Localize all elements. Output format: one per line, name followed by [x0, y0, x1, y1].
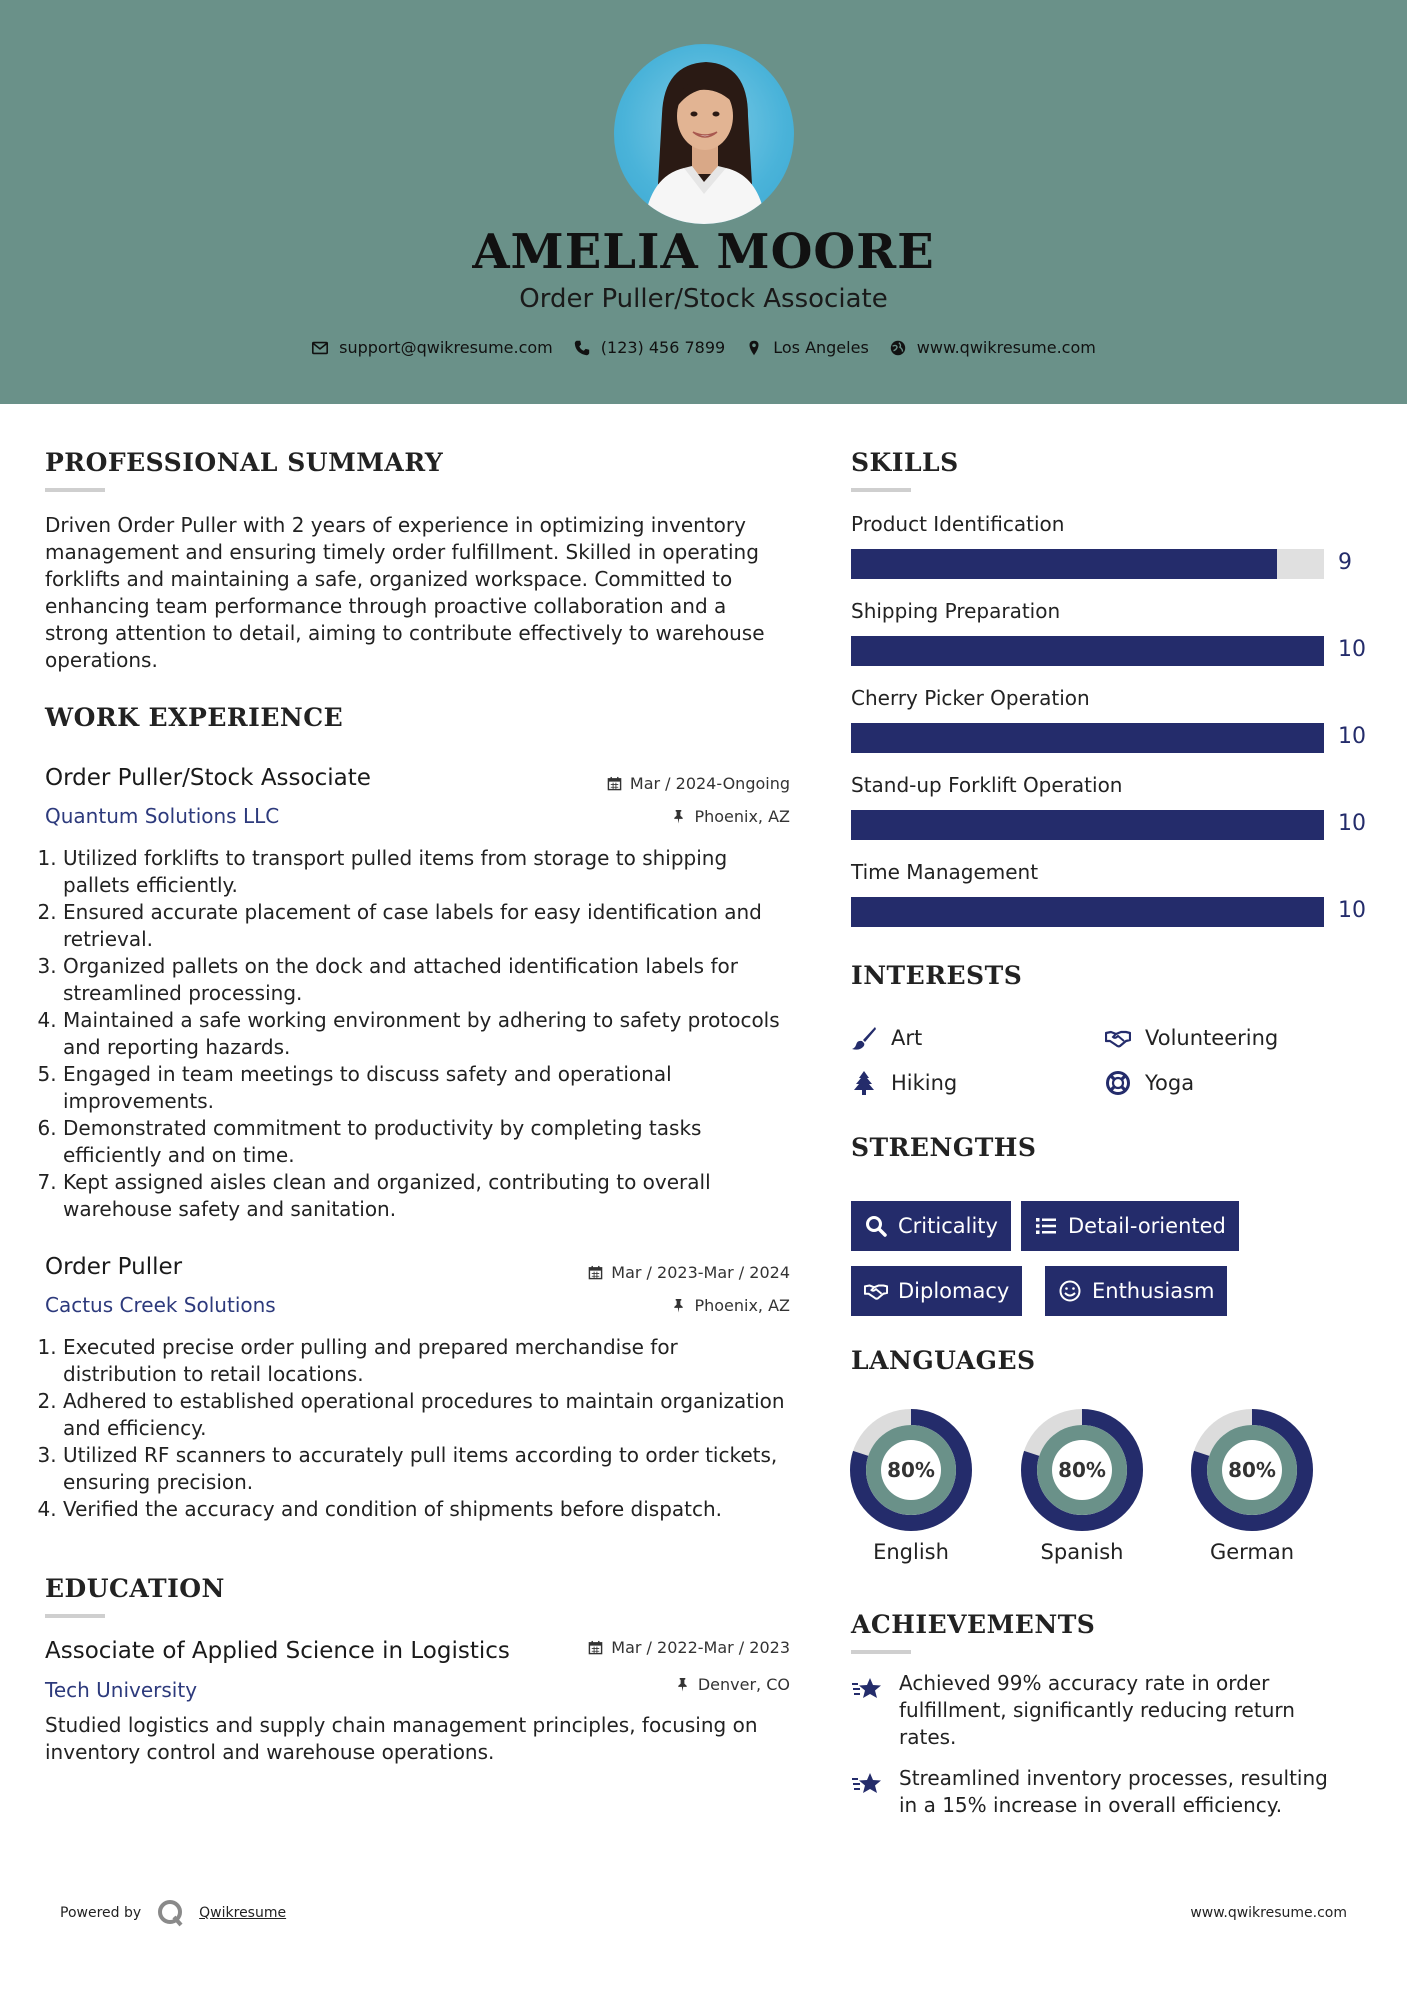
calendar-icon: [588, 1265, 603, 1280]
languages-heading: LANGUAGES: [851, 1346, 1036, 1375]
candidate-name: AMELIA MOORE: [472, 224, 935, 280]
interest-art: [851, 1025, 922, 1051]
calendar-icon: [607, 776, 622, 791]
list-item: 4. Verified the accuracy and condition of shipments before dispatch.: [63, 1496, 795, 1523]
skill-label: Cherry Picker Operation: [851, 686, 1090, 710]
job-2-date-text: Mar / 2023-Mar / 2024: [611, 1263, 790, 1282]
powered-by-label: Powered by: [60, 1905, 142, 1921]
list-item: 1. Utilized forklifts to transport pulled items from storage to shipping pallets efficiently.: [63, 845, 795, 899]
skill-value: 10: [1338, 637, 1366, 662]
list-item: 3. Organized pallets on the dock and attached identification labels for streamlined processing.: [63, 953, 795, 1007]
achievement-text: Streamlined inventory processes, resulting in a 15% increase in overall efficiency.: [899, 1766, 1328, 1817]
skill-value: 10: [1338, 811, 1366, 836]
skill-label: Stand-up Forklift Operation: [851, 773, 1123, 797]
education-degree: Associate of Applied Science in Logistics: [45, 1638, 510, 1664]
strength-badge-criticality: [851, 1201, 1011, 1251]
skill-value: 10: [1338, 724, 1366, 749]
contact-phone-text: (123) 456 7899: [600, 338, 726, 357]
pushpin-icon: [675, 1677, 690, 1692]
skill-bar-track: [851, 723, 1324, 753]
job-1-title: Order Puller/Stock Associate: [45, 765, 371, 791]
experience-heading: WORK EXPERIENCE: [45, 703, 344, 732]
strengths-heading: STRENGTHS: [851, 1133, 1037, 1162]
language-ring: [849, 1408, 973, 1532]
education-heading: EDUCATION: [45, 1574, 225, 1603]
strength-label: Enthusiasm: [1092, 1279, 1215, 1303]
skill-bar-fill: [851, 810, 1324, 840]
education-date-text: Mar / 2022-Mar / 2023: [611, 1638, 790, 1657]
contact-website[interactable]: [889, 338, 1096, 357]
tree-icon: [851, 1070, 877, 1096]
envelope-icon: [311, 339, 329, 357]
list-item: 1. Executed precise order pulling and prepared merchandise for distribution to retail locations.: [63, 1334, 795, 1388]
handshake-icon: [864, 1279, 888, 1303]
footer-website[interactable]: www.qwikresume.com: [1190, 1905, 1347, 1921]
language-name: German: [1209, 1540, 1295, 1564]
language-english: [849, 1408, 973, 1564]
interest-hiking: [851, 1070, 957, 1096]
achievement-text: Achieved 99% accuracy rate in order fulfillment, significantly reducing return rates.: [899, 1671, 1295, 1749]
education-underline: [45, 1614, 105, 1618]
summary-heading: PROFESSIONAL SUMMARY: [45, 448, 444, 477]
skill-value: 9: [1338, 550, 1352, 575]
list-icon: [1034, 1214, 1058, 1238]
language-ring: [1020, 1408, 1144, 1532]
language-spanish: [1020, 1408, 1144, 1564]
list-item: 6. Demonstrated commitment to productivity by completing tasks efficiently and on time.: [63, 1115, 795, 1169]
strength-label: Diplomacy: [898, 1279, 1010, 1303]
globe-icon: [889, 339, 907, 357]
header-banner: [0, 0, 1407, 404]
job-1-company: Quantum Solutions LLC: [45, 804, 280, 828]
contact-location-text: Los Angeles: [773, 338, 869, 357]
skill-bar-fill: [851, 723, 1324, 753]
strength-badge-detail-oriented: [1021, 1201, 1239, 1251]
education-text: Studied logistics and supply chain management principles, focusing on inventory control and warehouse operations.: [45, 1713, 758, 1764]
pushpin-icon: [671, 809, 686, 824]
skill-value: 10: [1338, 898, 1366, 923]
search-icon: [864, 1214, 888, 1238]
footer-powered-by: [60, 1898, 286, 1928]
language-german: [1190, 1408, 1314, 1564]
job-2-date: [500, 1263, 790, 1282]
achievements-underline: [851, 1650, 911, 1654]
avatar: [614, 44, 794, 224]
list-item: 5. Engaged in team meetings to discuss safety and operational improvements.: [63, 1061, 795, 1115]
list-item: 4. Maintained a safe working environment by adhering to safety protocols and reporting hazards.: [63, 1007, 795, 1061]
job-2-title: Order Puller: [45, 1254, 183, 1280]
job-1-bullets: [35, 845, 795, 1223]
skill-bar-fill: [851, 897, 1324, 927]
list-item: 7. Kept assigned aisles clean and organized, contributing to overall warehouse safety and sanitation.: [63, 1169, 795, 1223]
trophy-star-icon: [851, 1672, 885, 1706]
interest-volunteering: [1105, 1025, 1278, 1051]
strength-label: Detail-oriented: [1068, 1214, 1226, 1238]
contact-bar: [0, 338, 1407, 357]
skill-label: Time Management: [851, 860, 1039, 884]
handshake-icon: [1105, 1025, 1131, 1051]
phone-icon: [573, 339, 591, 357]
interest-label: Hiking: [891, 1071, 958, 1095]
lifering-icon: [1105, 1070, 1131, 1096]
contact-email[interactable]: [311, 338, 553, 357]
strength-badge-enthusiasm: [1045, 1266, 1227, 1316]
map-pin-icon: [745, 339, 763, 357]
job-1-date-text: Mar / 2024-Ongoing: [629, 774, 790, 793]
education-school: Tech University: [45, 1678, 198, 1702]
contact-phone[interactable]: [573, 338, 725, 357]
summary-underline: [45, 488, 105, 492]
job-1-location-text: Phoenix, AZ: [694, 807, 790, 826]
education-location-text: Denver, CO: [697, 1675, 790, 1694]
language-percent: 80%: [1058, 1458, 1106, 1482]
achievement-item: [851, 1670, 1351, 1751]
interest-label: Volunteering: [1145, 1026, 1279, 1050]
language-name: Spanish: [1040, 1540, 1124, 1564]
skills-underline: [851, 488, 911, 492]
skill-label: Product Identification: [851, 512, 1065, 536]
language-ring: [1190, 1408, 1314, 1532]
skill-bar-fill: [851, 549, 1277, 579]
job-2-location-text: Phoenix, AZ: [694, 1296, 790, 1315]
achievement-item: [851, 1765, 1351, 1819]
candidate-title: Order Puller/Stock Associate: [519, 284, 888, 314]
language-name: English: [873, 1540, 949, 1564]
contact-email-text: support@qwikresume.com: [339, 338, 553, 357]
interest-label: Yoga: [1145, 1071, 1195, 1095]
interest-label: Art: [891, 1026, 923, 1050]
achievements-heading: ACHIEVEMENTS: [851, 1610, 1096, 1639]
interest-yoga: [1105, 1070, 1194, 1096]
qwikresume-logo-icon: [155, 1898, 185, 1928]
skill-bar-track: [851, 636, 1324, 666]
skill-bar-track: [851, 897, 1324, 927]
list-item: 2. Adhered to established operational procedures to maintain organization and efficiency.: [63, 1388, 795, 1442]
job-2-location: [500, 1296, 790, 1315]
contact-location: [745, 338, 869, 357]
language-percent: 80%: [887, 1458, 935, 1482]
calendar-icon: [588, 1640, 603, 1655]
list-item: 3. Utilized RF scanners to accurately pull items according to order tickets, ensuring precision.: [63, 1442, 795, 1496]
skills-heading: SKILLS: [851, 448, 959, 477]
strength-badge-diplomacy: [851, 1266, 1022, 1316]
list-item: 2. Ensured accurate placement of case labels for easy identification and retrieval.: [63, 899, 795, 953]
education-date: [500, 1638, 790, 1657]
job-1-location: [500, 807, 790, 826]
interests-heading: INTERESTS: [851, 961, 1023, 990]
job-1-date: [500, 774, 790, 793]
paintbrush-icon: [851, 1025, 877, 1051]
skill-bar-fill: [851, 636, 1324, 666]
contact-website-text: www.qwikresume.com: [916, 338, 1096, 357]
strength-label: Criticality: [898, 1214, 998, 1238]
education-location: [500, 1675, 790, 1694]
skill-label: Shipping Preparation: [851, 599, 1061, 623]
trophy-star-icon: [851, 1767, 885, 1801]
language-percent: 80%: [1228, 1458, 1276, 1482]
summary-text: Driven Order Puller with 2 years of experience in optimizing inventory management and ensuring timely order fulfillment. Skilled in operating forklifts and maintaining a safe, organized workspace. Committed to enhancing team performance through proactive collaboration and a strong attention to detail, aiming to contribute effectively to warehouse operations.: [45, 513, 765, 672]
skill-bar-track: [851, 810, 1324, 840]
job-2-company: Cactus Creek Solutions: [45, 1293, 276, 1317]
pushpin-icon: [671, 1298, 686, 1313]
job-2-bullets: [35, 1334, 795, 1523]
skill-bar-track: [851, 549, 1324, 579]
smile-icon: [1058, 1279, 1082, 1303]
footer-brand-link[interactable]: Qwikresume: [199, 1905, 287, 1921]
